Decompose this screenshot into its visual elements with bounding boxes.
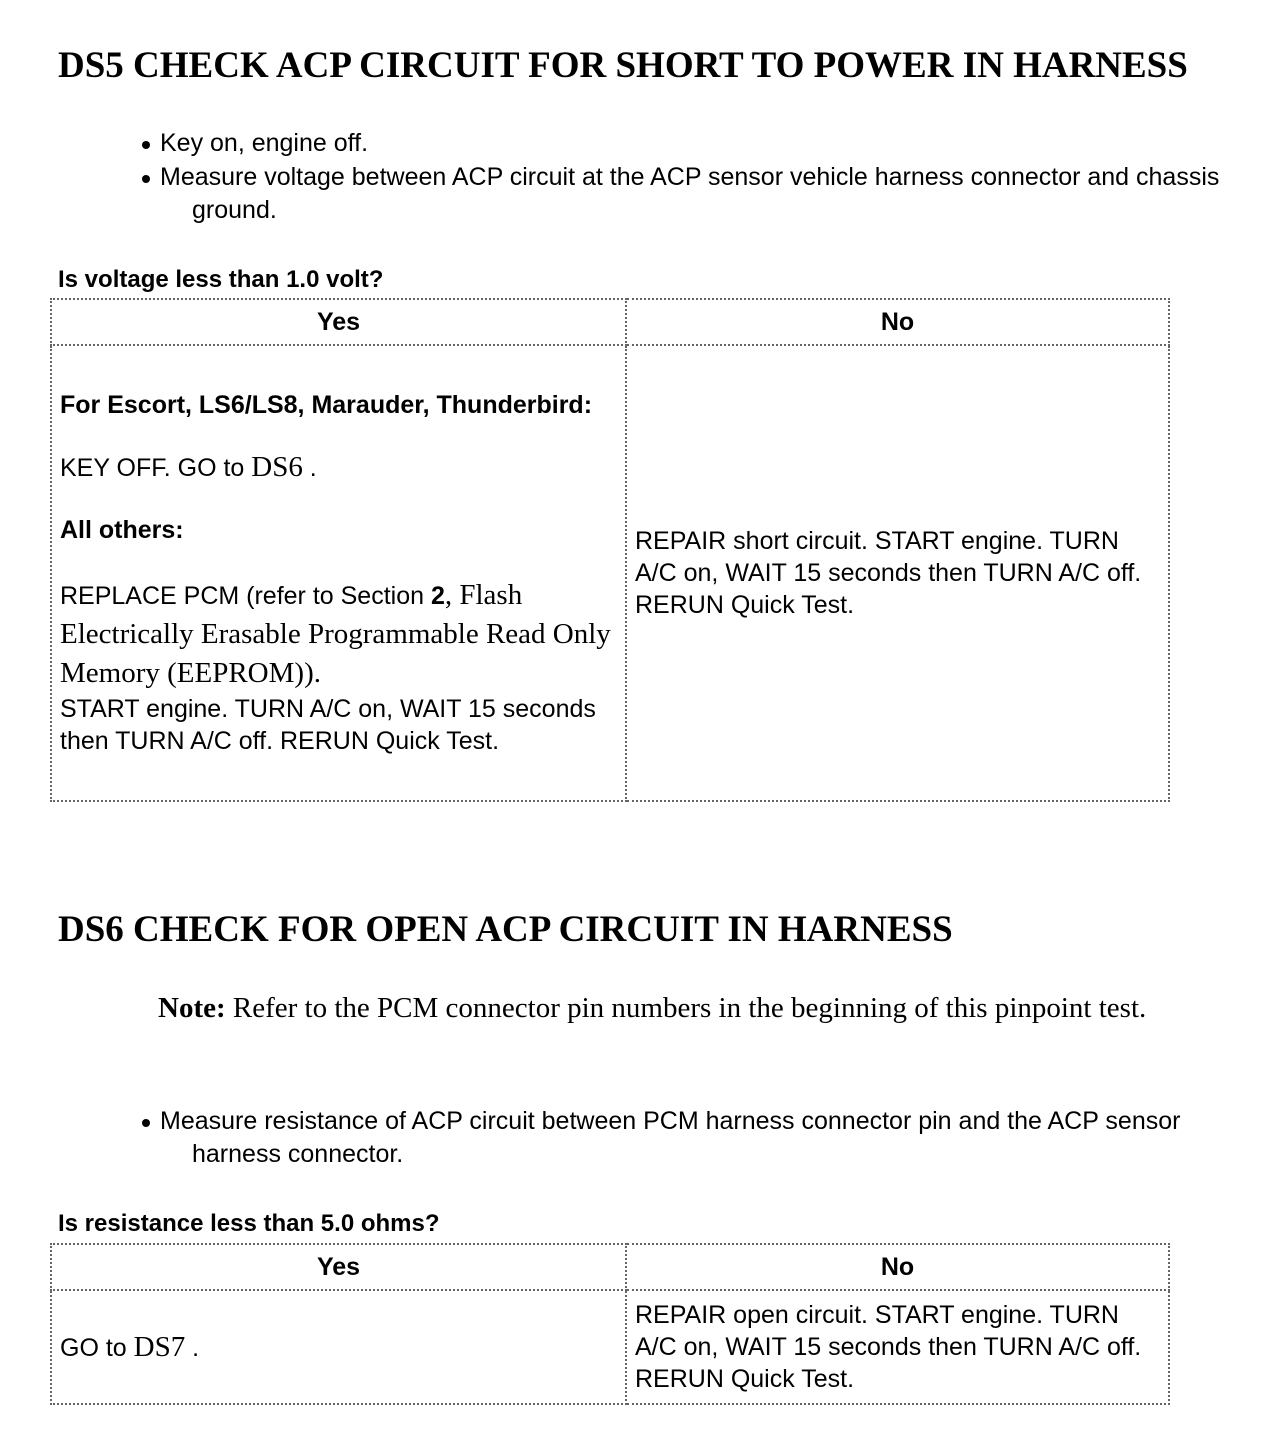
ds5-escort-action (60, 451, 617, 484)
ds5-link-ds6[interactable]: DS6 (251, 451, 303, 483)
ds5-others-rest: START engine. TURN A/C on, WAIT 15 seconds then TURN A/C off. RERUN Quick Test. (60, 695, 596, 755)
ds6-yes-cell (51, 1290, 626, 1404)
ds6-yes-prefix: GO to (60, 1333, 134, 1362)
ds5-heading: DS5 CHECK ACP CIRCUIT FOR SHORT TO POWER IN HARNESS (58, 45, 1188, 86)
ds6-link-ds7[interactable]: DS7 (133, 1330, 186, 1363)
ds5-step-2: Measure voltage between ACP circuit at the ACP sensor vehicle harness connector and chassis ground. (160, 163, 1220, 224)
ds5-others-prefix: REPLACE PCM (refer to Section (60, 582, 431, 610)
ds6-steps-list (140, 1105, 1250, 1172)
ds5-question: Is voltage less than 1.0 volt? (58, 266, 384, 293)
bullet-icon (142, 1119, 150, 1127)
ds5-yes-cell (51, 345, 626, 801)
ds5-decision-table (50, 298, 1170, 802)
ds5-eeprom-ref[interactable]: , Flash Electrically Erasable Programmable Read Only Memory (EEPROM)). (60, 579, 611, 689)
ds5-steps-list (140, 127, 1250, 228)
ds5-step-1: Key on, engine off. (160, 129, 369, 157)
ds6-yes-suffix: . (185, 1333, 200, 1362)
ds5-escort-action-suffix: . (302, 454, 317, 482)
ds5-no-cell (626, 345, 1169, 801)
ds5-others-label: All others: (60, 516, 184, 544)
list-item (140, 161, 1250, 227)
ds6-no-text: REPAIR open circuit. START engine. TURN A/C on, WAIT 15 seconds then TURN A/C off. RERUN Quick Test. (635, 1301, 1142, 1393)
ds5-others-action (60, 576, 617, 693)
list-item (140, 1105, 1250, 1171)
ds6-yes-header: Yes (51, 1244, 626, 1290)
table-row (51, 345, 1169, 801)
ds6-note-text: Refer to the PCM connector pin numbers in the beginning of this pinpoint test. (225, 992, 1147, 1024)
table-header-row (51, 299, 1169, 345)
ds6-step-1: Measure resistance of ACP circuit between PCM harness connector pin and the ACP sensor harness connector. (160, 1107, 1181, 1168)
ds6-decision-table (50, 1243, 1170, 1405)
ds5-section-number: 2 (430, 582, 445, 610)
ds6-no-header: No (626, 1244, 1169, 1290)
bullet-icon (142, 175, 150, 183)
table-header-row (51, 1244, 1169, 1290)
list-item (140, 127, 1250, 160)
ds6-note (158, 988, 1248, 1028)
table-row (51, 1290, 1169, 1404)
bullet-icon (142, 141, 150, 149)
ds6-question: Is resistance less than 5.0 ohms? (58, 1210, 440, 1237)
ds5-no-text: REPAIR short circuit. START engine. TURN A/C on, WAIT 15 seconds then TURN A/C off. RERUN Quick Test. (635, 527, 1142, 619)
ds5-no-header: No (626, 299, 1169, 345)
ds6-heading: DS6 CHECK FOR OPEN ACP CIRCUIT IN HARNESS (58, 909, 953, 950)
ds6-note-label: Note: (158, 992, 226, 1024)
ds5-escort-label: For Escort, LS6/LS8, Marauder, Thunderbird: (60, 391, 593, 419)
ds6-no-cell (626, 1290, 1169, 1404)
ds5-escort-action-prefix: KEY OFF. GO to (60, 454, 252, 482)
ds5-yes-header: Yes (51, 299, 626, 345)
